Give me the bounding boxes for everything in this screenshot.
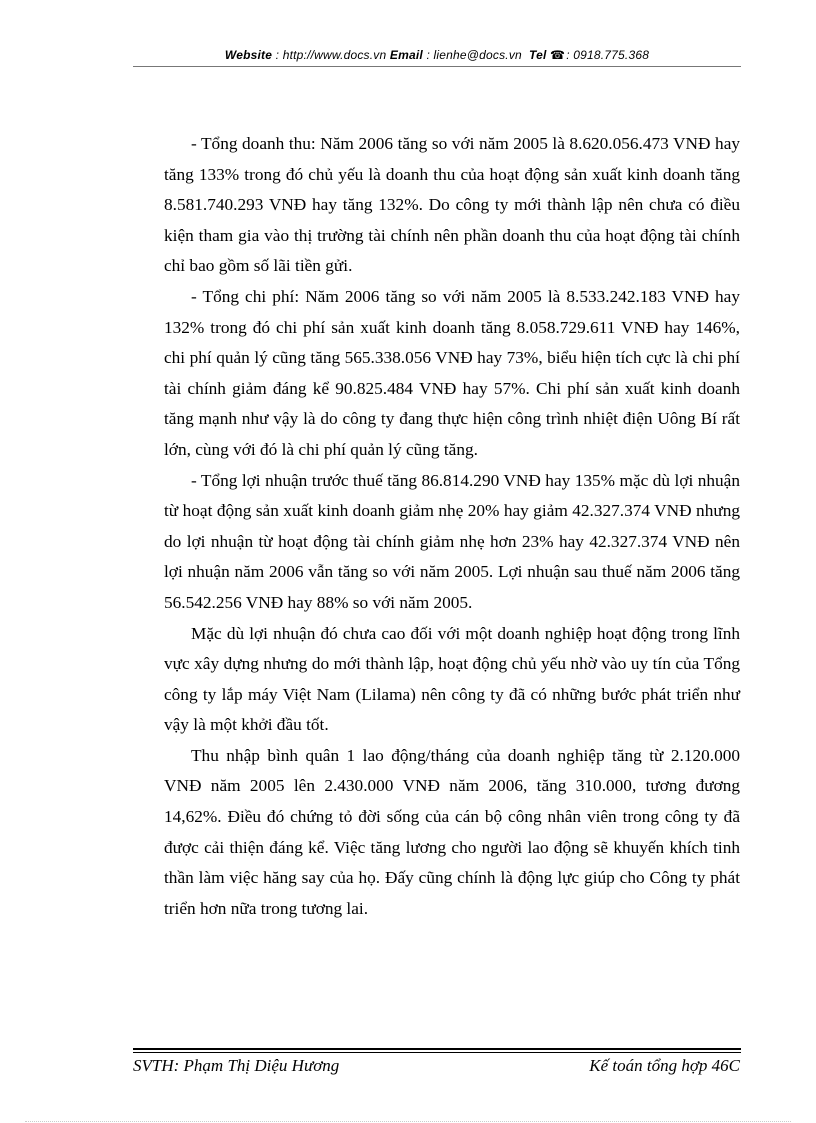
paragraph-profit: - Tổng lợi nhuận trước thuế tăng 86.814.290 VNĐ hay 135% mặc dù lợi nhuận từ hoạt động sản xuất kinh doanh giảm nhẹ 20% hay giảm 42.327.374 VNĐ nhưng do lợi nhuận từ hoạt động tài chính giảm nhẹ hơn 23% hay 42.327.374 VNĐ nên lợi nhuận năm 2006 vẫn tăng so với năm 2005. Lợi nhuận sau thuế năm 2006 tăng 56.542.256 VNĐ hay 88% so với năm 2005.: [164, 470, 740, 612]
footer-divider-thin: [133, 1052, 741, 1053]
footer-course: Kế toán tổng hợp 46C: [589, 1056, 740, 1075]
website-label: Website: [224, 48, 273, 62]
header-divider: [133, 66, 741, 67]
phone-icon: ☎: [550, 48, 566, 62]
footer-divider-thick: [133, 1048, 741, 1050]
website-url[interactable]: http://www.docs.vn: [282, 48, 387, 62]
tel-separator: :: [566, 48, 574, 62]
page-header: [133, 48, 741, 62]
email-label: Email: [389, 48, 423, 62]
footer-author: SVTH: Phạm Thị Diệu Hương: [133, 1056, 340, 1075]
email-address[interactable]: lienhe@docs.vn: [433, 48, 522, 62]
paragraph-total-cost: - Tổng chi phí: Năm 2006 tăng so với năm 2005 là 8.533.242.183 VNĐ hay 132% trong đó chi phí sản xuất kinh doanh tăng 8.058.729.611 VNĐ hay 146%, chi phí quản lý cũng tăng 565.338.056 VNĐ hay 73%, biểu hiện tích cực là chi phí tài chính giảm đáng kể 90.825.484 VNĐ hay 57%. Chi phí sản xuất kinh doanh tăng mạnh như vậy là do công ty đang thực hiện công trình nhiệt điện Uông Bí rất lớn, cùng với đó là chi phí quản lý cũng tăng.: [164, 286, 740, 459]
page-bottom-edge: [25, 1121, 791, 1122]
document-body: [164, 129, 740, 924]
paragraph-income: Thu nhập bình quân 1 lao động/tháng của doanh nghiệp tăng từ 2.120.000 VNĐ năm 2005 lên 2.430.000 VNĐ năm 2006, tăng 310.000, tương đương 14,62%. Điều đó chứng tỏ đời sống của cán bộ công nhân viên trong công ty đã được cải thiện đáng kể. Việc tăng lương cho người lao động sẽ khuyến khích tinh thần làm việc hăng say của họ. Đấy cũng chính là động lực giúp cho Công ty phát triển hơn nữa trong tương lai.: [164, 745, 740, 918]
paragraph-total-revenue: - Tổng doanh thu: Năm 2006 tăng so với năm 2005 là 8.620.056.473 VNĐ hay tăng 133% trong đó chủ yếu là doanh thu của hoạt động sản xuất kinh doanh tăng 8.581.740.293 VNĐ hay tăng 132%. Do công ty mới thành lập nên chưa có điều kiện tham gia vào thị trường tài chính nên phần doanh thu của hoạt động tài chính chỉ bao gồm số lãi tiền gửi.: [164, 134, 740, 276]
tel-number: 0918.775.368: [573, 48, 650, 62]
paragraph-assessment: Mặc dù lợi nhuận đó chưa cao đối với một doanh nghiệp hoạt động trong lĩnh vực xây dựng nhưng do mới thành lập, hoạt động chủ yếu nhờ vào uy tín của Tổng công ty lắp máy Việt Nam (Lilama) nên công ty đã có những bước phát triển như vậy là một khởi đầu tốt.: [164, 623, 740, 735]
website-separator: :: [272, 48, 283, 62]
tel-label: Tel: [529, 48, 547, 62]
email-separator: :: [422, 48, 434, 62]
